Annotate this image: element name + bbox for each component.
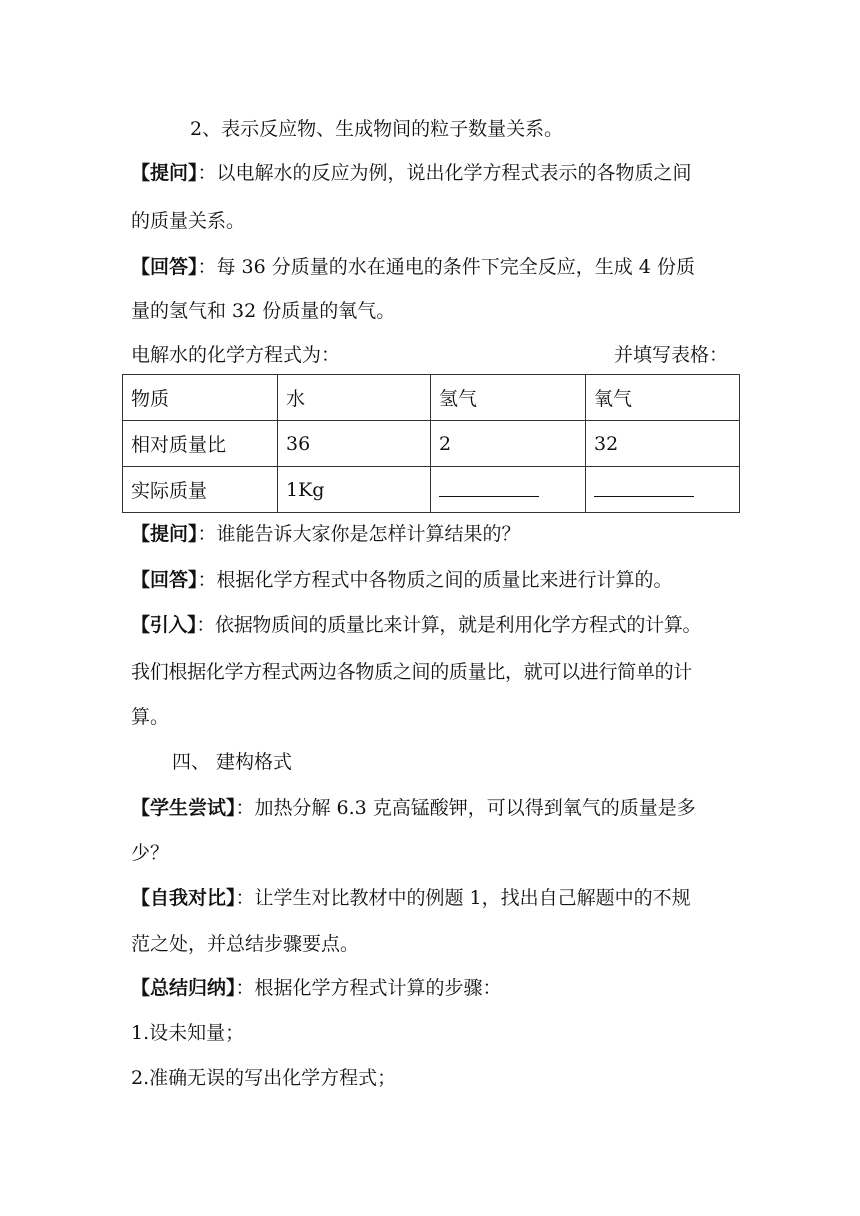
student-try-tag: 【学生尝试】 xyxy=(131,797,236,819)
student-try-line-1 xyxy=(131,796,741,820)
summary-tag: 【总结归纳】 xyxy=(131,977,236,999)
table-cell: 2 xyxy=(431,421,586,467)
table-cell: 32 xyxy=(586,421,740,467)
fill-blank-line xyxy=(439,478,539,497)
question-1-text: ：以电解水的反应为例，说出化学方程式表示的各物质之间 xyxy=(197,162,692,184)
question-2-line xyxy=(131,522,741,546)
self-compare-line-1 xyxy=(131,886,741,910)
table-row xyxy=(123,375,740,421)
hydrogen-mass-blank[interactable] xyxy=(431,467,586,513)
student-try-text: ：加热分解 6.3 克高锰酸钾，可以得到氧气的质量是多 xyxy=(235,797,696,819)
question-2-text: ：谁能告诉大家你是怎样计算结果的？ xyxy=(197,523,521,545)
student-try-line-2: 少？ xyxy=(131,842,170,864)
question-1-line-2: 的质量关系。 xyxy=(131,210,246,232)
intro-2-text: ：依据物质间的质量比来计算，就是利用化学方程式的计算。 xyxy=(196,614,702,636)
intro-2-line-1 xyxy=(131,613,741,637)
table-cell: 氢气 xyxy=(431,375,586,421)
answer-tag: 【回答】 xyxy=(131,569,198,591)
self-compare-tag: 【自我对比】 xyxy=(131,887,236,909)
summary-line xyxy=(131,976,741,1000)
answer-1-text: ：每 36 分质量的水在通电的条件下完全反应，生成 4 份质 xyxy=(197,256,695,278)
table-cell: 实际质量 xyxy=(123,467,278,513)
question-1-line-1 xyxy=(131,161,741,185)
step-2: 2.准确无误的写出化学方程式； xyxy=(131,1067,397,1089)
equation-prompt: 电解水的化学方程式为： xyxy=(131,344,341,366)
table-row xyxy=(123,421,740,467)
answer-2-text: ：根据化学方程式中各物质之间的质量比来进行计算的。 xyxy=(197,569,673,591)
answer-1-line-1 xyxy=(131,255,741,279)
table-cell: 水 xyxy=(278,375,431,421)
table-row xyxy=(123,467,740,513)
intro-2-line-3: 算。 xyxy=(131,706,170,728)
question-tag: 【提问】 xyxy=(131,523,198,545)
table-cell: 相对质量比 xyxy=(123,421,278,467)
summary-text: ：根据化学方程式计算的步骤： xyxy=(235,977,502,999)
table-cell: 36 xyxy=(278,421,431,467)
fill-blank-line xyxy=(594,478,694,497)
mass-table xyxy=(122,374,740,513)
table-cell: 氧气 xyxy=(586,375,740,421)
table-cell: 物质 xyxy=(123,375,278,421)
self-compare-text: ：让学生对比教材中的例题 1，找出自己解题中的不规 xyxy=(235,887,691,909)
answer-tag: 【回答】 xyxy=(131,256,198,278)
answer-1-line-2: 量的氢气和 32 份质量的氧气。 xyxy=(131,300,396,322)
answer-2-line xyxy=(131,568,741,592)
intro-line: 2、表示反应物、生成物间的粒子数量关系。 xyxy=(190,118,564,140)
step-1: 1.设未知量； xyxy=(131,1022,245,1044)
intro-2-line-2: 我们根据化学方程式两边各物质之间的质量比，就可以进行简单的计 xyxy=(131,661,693,683)
oxygen-mass-blank[interactable] xyxy=(586,467,740,513)
section-heading: 四、 建构格式 xyxy=(172,751,293,773)
table-cell: 1Kg xyxy=(278,467,431,513)
intro-tag: 【引入】 xyxy=(131,614,197,636)
fill-table-prompt: 并填写表格： xyxy=(614,344,729,366)
question-tag: 【提问】 xyxy=(131,162,198,184)
self-compare-line-2: 范之处，并总结步骤要点。 xyxy=(131,933,360,955)
